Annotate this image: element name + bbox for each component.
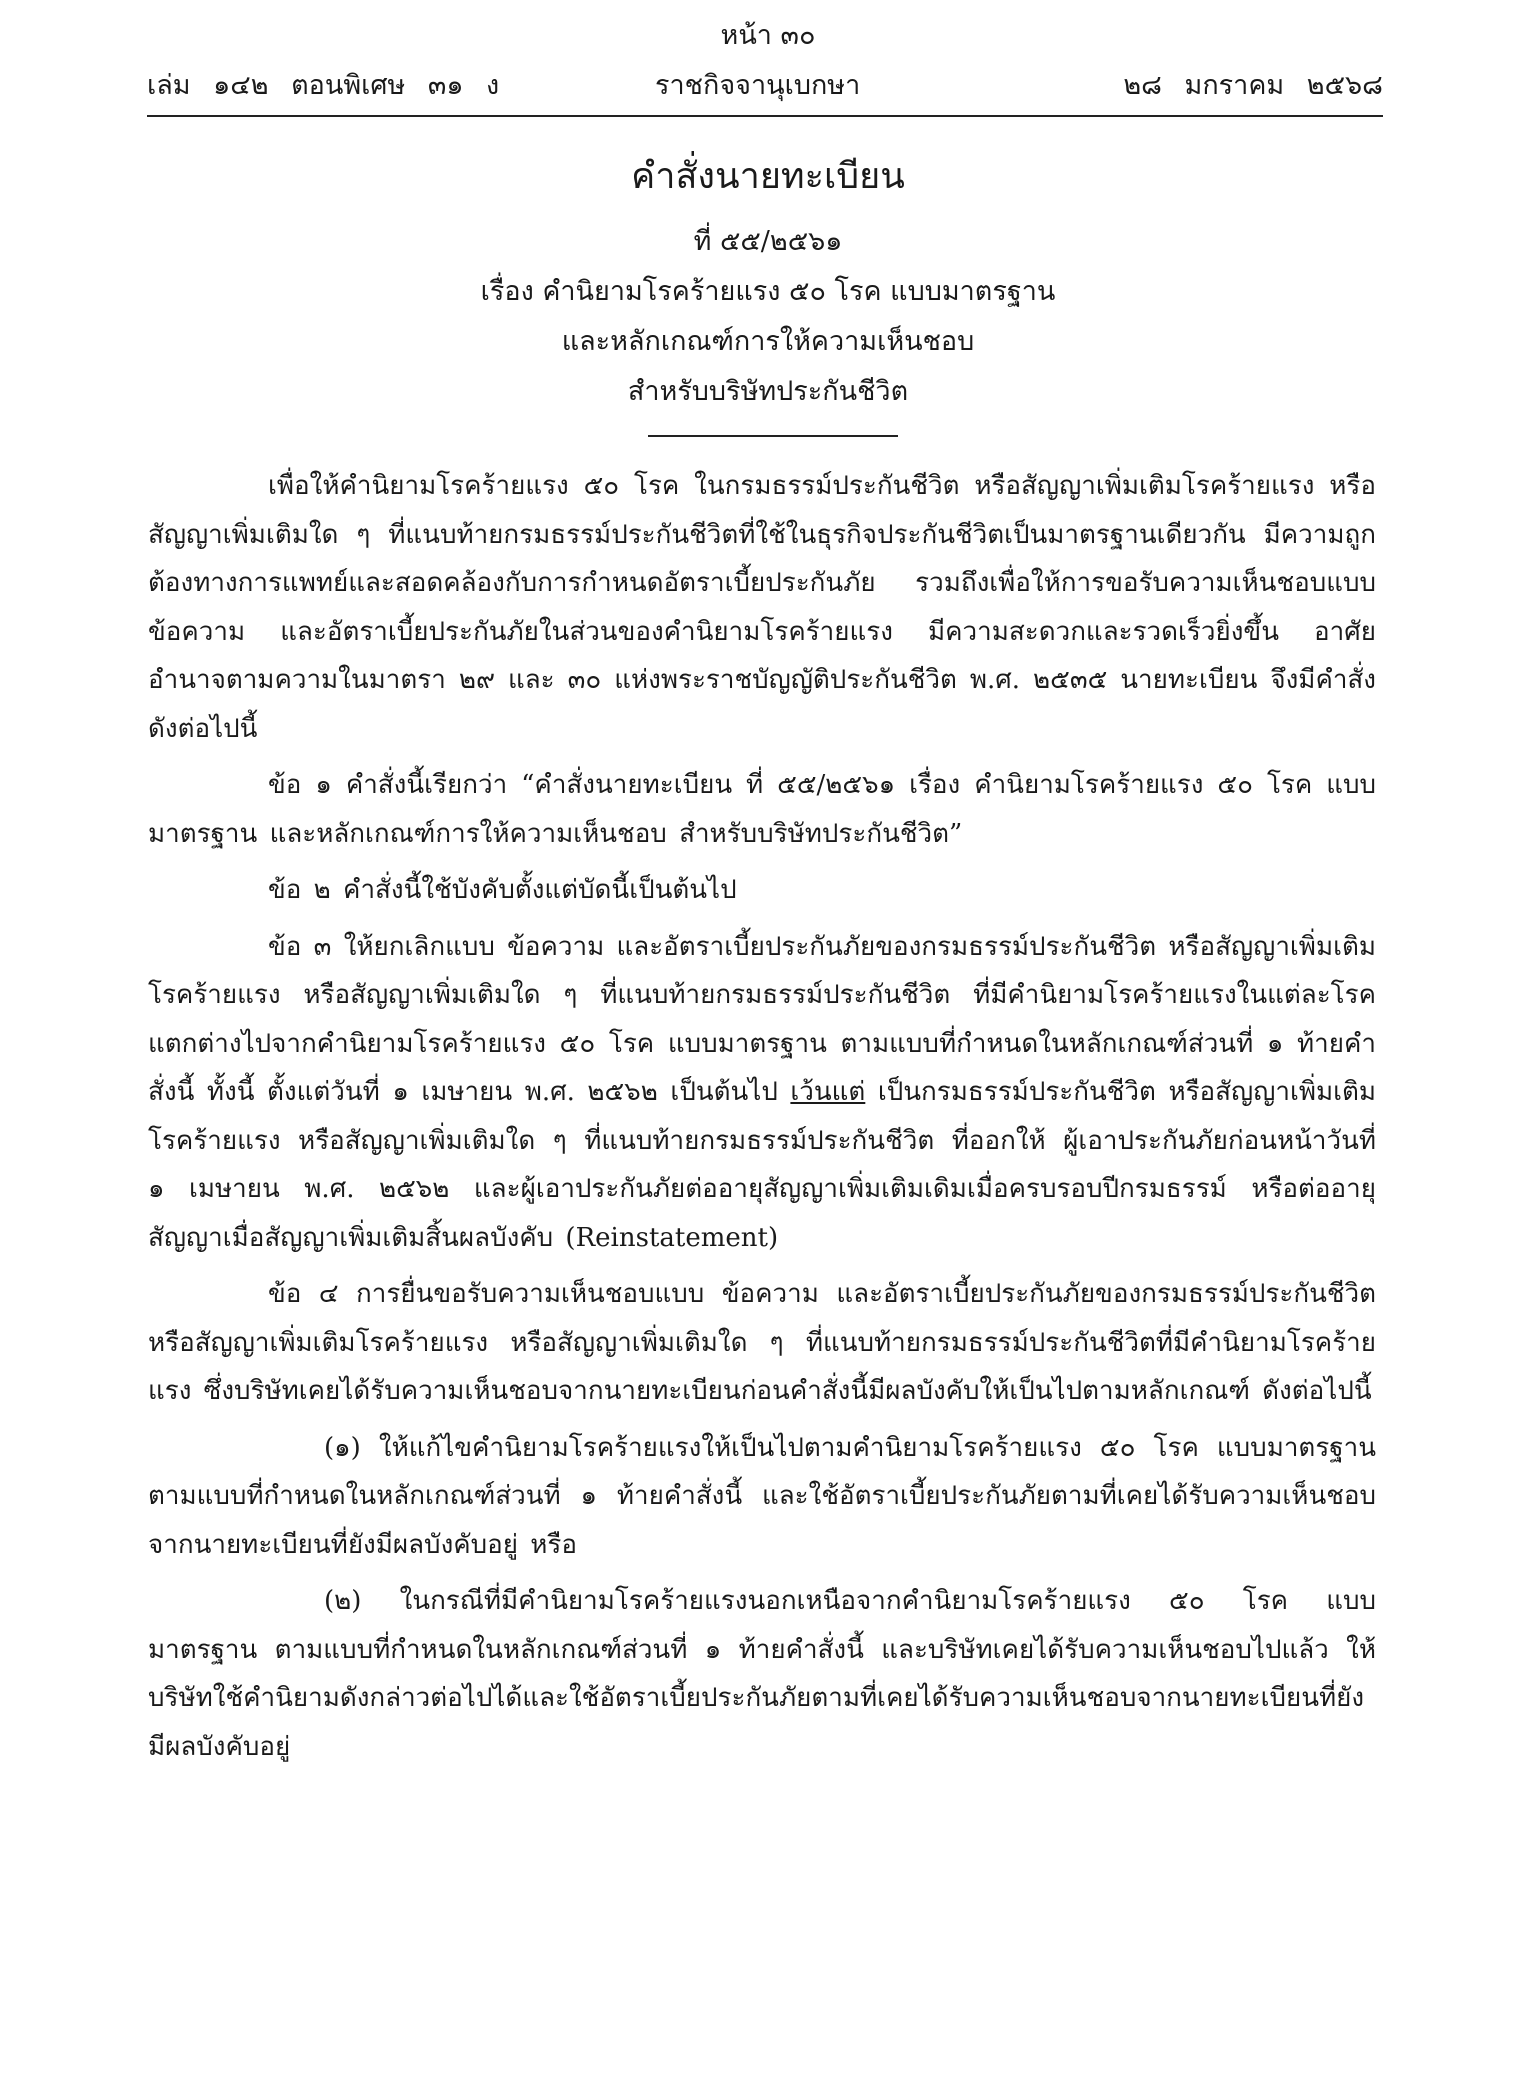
except-underlined: เว้นแต่ — [790, 1077, 866, 1107]
header-divider — [147, 115, 1383, 117]
clause-4-item-1: (๑) ให้แก้ไขคำนิยามโรคร้ายแรงให้เป็นไปตามคำนิยามโรคร้ายแรง ๕๐ โรค แบบมาตรฐาน ตามแบบที่กำหนดในหลักเกณฑ์ส่วนที่ ๑ ท้ายคำสั่งนี้ และใช้อัตราเบี้ยประกันภัยตามที่เคยได้รับความเห็นชอบจากนายทะเบียนที่ยังมีผลบังคับอยู่ หรือ — [148, 1432, 1376, 1560]
clause-2: ข้อ ๒ คำสั่งนี้ใช้บังคับตั้งแต่บัดนี้เป็นต้นไป — [268, 875, 737, 905]
clause-3-exception-text: เป็นกรมธรรม์ประกันชีวิต หรือสัญญาเพิ่มเติมโรคร้ายแรง หรือสัญญาเพิ่มเติมใด ๆ ที่แนบท้ายกรมธรรม์ประกันชีวิต ที่ออกให้ ผู้เอาประกันภัยก่อนหน้าวันที่ ๑ เมษายน พ.ศ. ๒๕๖๒ และผู้เอาประกันภัยต่ออายุสัญญาเพิ่มเติมเดิมเมื่อครบรอบปีกรมธรรม์ หรือต่ออายุสัญญาเมื่อสัญญาเพิ่มเติมสิ้นผลบังคับ (Reinstatement) — [148, 1077, 1377, 1253]
subject-line-1: เรื่อง คำนิยามโรคร้ายแรง ๕๐ โรค แบบมาตรฐาน — [480, 276, 1056, 307]
clause-4: ข้อ ๔ การยื่นขอรับความเห็นชอบแบบ ข้อความ และอัตราเบี้ยประกันภัยของกรมธรรม์ประกันชีวิต หรือสัญญาเพิ่มเติมโรคร้ายแรง หรือสัญญาเพิ่มเติมใด ๆ ที่แนบท้ายกรมธรรม์ประกันชีวิตที่มีคำนิยามโรคร้ายแรง ซึ่งบริษัทเคยได้รับความเห็นชอบจากนายทะเบียนก่อนคำสั่งนี้มีผลบังคับให้เป็นไปตามหลักเกณฑ์ ดังต่อไปนี้ — [148, 1279, 1376, 1406]
clause-3-text: ข้อ ๓ ให้ยกเลิกแบบ ข้อความ และอัตราเบี้ยประกันภัยของกรมธรรม์ประกันชีวิต หรือสัญญาเพิ่มเติมโรคร้ายแรง หรือสัญญาเพิ่มเติมใด ๆ ที่แนบท้ายกรมธรรม์ประกันชีวิต ที่มีคำนิยามโรคร้ายแรงในแต่ละโรคแตกต่างไปจากคำนิยามโรคร้ายแรง ๕๐ โรค แบบมาตรฐาน ตามแบบที่กำหนดในหลักเกณฑ์ส่วนที่ ๑ ท้ายคำสั่งนี้ ทั้งนี้ ตั้งแต่วันที่ ๑ เมษายน พ.ศ. ๒๕๖๒ เป็นต้นไป — [148, 931, 1376, 1107]
volume-info: เล่ม ๑๔๒ ตอนพิเศษ ๓๑ ง — [147, 70, 500, 101]
subject-line-2: และหลักเกณฑ์การให้ความเห็นชอบ — [561, 326, 975, 357]
document-title: คำสั่งนายทะเบียน — [631, 156, 905, 197]
clause-4-item-2: (๒) ในกรณีที่มีคำนิยามโรคร้ายแรงนอกเหนือจากคำนิยามโรคร้ายแรง ๕๐ โรค แบบมาตรฐาน ตามแบบที่กำหนดในหลักเกณฑ์ส่วนที่ ๑ ท้ายคำสั่งนี้ และบริษัทเคยได้รับความเห็นชอบไปแล้ว ให้บริษัทใช้คำนิยามดังกล่าวต่อไปได้และใช้อัตราเบี้ยประกันภัยตามที่เคยได้รับความเห็นชอบจากนายทะเบียนที่ยังมีผลบังคับอยู่ — [148, 1586, 1376, 1762]
publication-name: ราชกิจจานุเบกษา — [655, 70, 861, 101]
running-header — [147, 66, 1383, 106]
page-number: หน้า ๓๐ — [720, 20, 816, 51]
title-divider — [648, 435, 898, 437]
clause-1: ข้อ ๑ คำสั่งนี้เรียกว่า “คำสั่งนายทะเบียน ที่ ๕๕/๒๕๖๑ เรื่อง คำนิยามโรคร้ายแรง ๕๐ โรค แบบมาตรฐาน และหลักเกณฑ์การให้ความเห็นชอบ สำหรับบริษัทประกันชีวิต” — [148, 770, 1376, 849]
preamble-paragraph: เพื่อให้คำนิยามโรคร้ายแรง ๕๐ โรค ในกรมธรรม์ประกันชีวิต หรือสัญญาเพิ่มเติมโรคร้ายแรง หรือสัญญาเพิ่มเติมใด ๆ ที่แนบท้ายกรมธรรม์ประกันชีวิตที่ใช้ในธุรกิจประกันชีวิตเป็นมาตรฐานเดียวกัน มีความถูกต้องทางการแพทย์และสอดคล้องกับการกำหนดอัตราเบี้ยประกันภัย รวมถึงเพื่อให้การขอรับความเห็นชอบแบบ ข้อความ และอัตราเบี้ยประกันภัยในส่วนของคำนิยามโรคร้ายแรง มีความสะดวกและรวดเร็วยิ่งขึ้น อาศัยอำนาจตามความในมาตรา ๒๙ และ ๓๐ แห่งพระราชบัญญัติประกันชีวิต พ.ศ. ๒๕๓๕ นายทะเบียน จึงมีคำสั่ง ดังต่อไปนี้ — [148, 471, 1376, 744]
document-number: ที่ ๕๕/๒๕๖๑ — [693, 226, 843, 257]
document-body — [148, 462, 1376, 1771]
publication-date: ๒๘ มกราคม ๒๕๖๘ — [1123, 70, 1383, 101]
subject-line-3: สำหรับบริษัทประกันชีวิต — [627, 376, 909, 407]
clause-3 — [148, 923, 1376, 1263]
